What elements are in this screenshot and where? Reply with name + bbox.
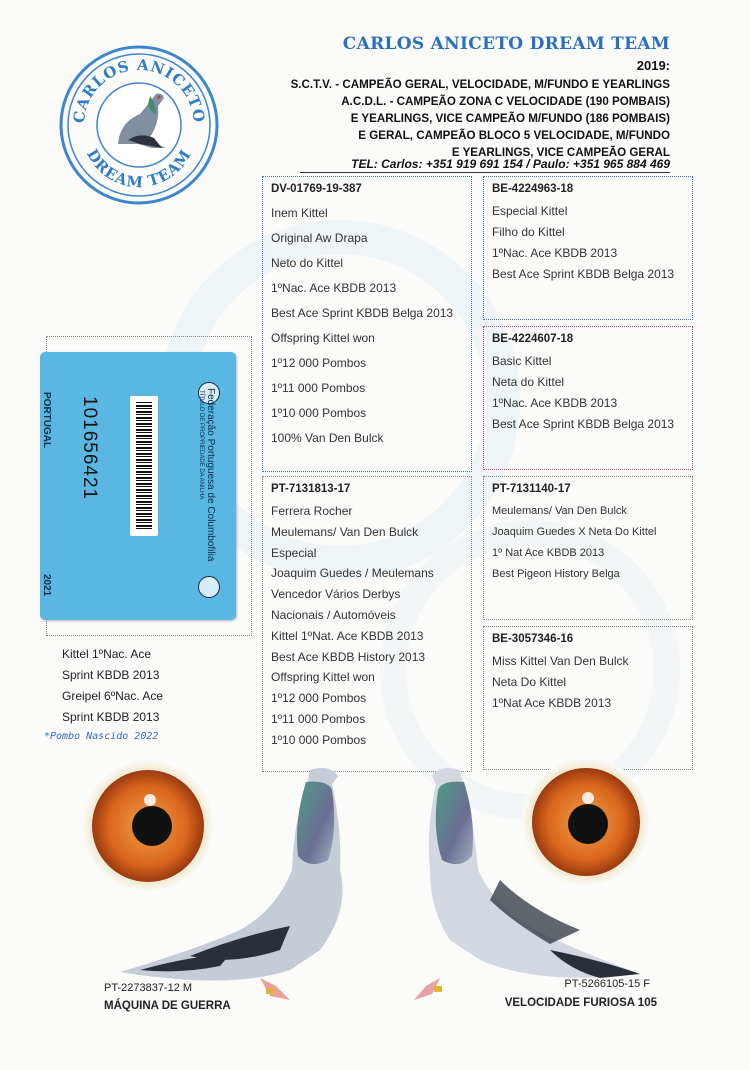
- dam-line: 1º11 000 Pombos: [271, 711, 366, 726]
- dam-line: Especial: [271, 545, 317, 560]
- pedigree-sire-sire-box: [483, 176, 693, 320]
- caption-line: Sprint KBDB 2013: [62, 668, 160, 682]
- ring-card: [40, 352, 236, 620]
- sire-line: 100% Van Den Bulck: [271, 431, 384, 445]
- sire-sire-line: Especial Kittel: [492, 204, 568, 218]
- sire-line: Neto do Kittel: [271, 256, 344, 270]
- dam-line: Meulemans/ Van Den Bulck: [271, 524, 419, 539]
- achievement-line: E YEARLINGS, VICE CAMPEÃO GERAL: [451, 146, 670, 159]
- sire-sire-line: 1ºNac. Ace KBDB 2013: [492, 246, 618, 260]
- achievement-line: A.C.D.L. - CAMPEÃO ZONA C VELOCIDADE (190 POMBAIS): [341, 95, 670, 108]
- sire-dam-line: Neta do Kittel: [492, 375, 565, 389]
- contact-underline: [300, 172, 670, 173]
- pedigree-dam-box: [262, 476, 472, 772]
- achievement-line: E GERAL, CAMPEÃO BLOCO 5 VELOCIDADE, M/FUNDO: [358, 129, 670, 142]
- sire-line: 1º11 000 Pombos: [271, 381, 366, 395]
- achievements-year: 2019:: [636, 58, 670, 73]
- pedigree-dam-dam-box: [483, 626, 693, 770]
- sire-sire-line: Filho do Kittel: [492, 225, 565, 239]
- achievement-line: S.C.T.V. - CAMPEÃO GERAL, VELOCIDADE, M/FUNDO E YEARLINGS: [290, 78, 670, 91]
- sire-line: Offspring Kittel won: [271, 331, 375, 345]
- logo-text-top: CARLOS ANICETO: [69, 55, 209, 125]
- header-title: CARLOS ANICETO DREAM TEAM: [342, 34, 670, 54]
- dam-line: Ferrera Rocher: [271, 504, 353, 518]
- sire-line: 1º12 000 Pombos: [271, 356, 367, 370]
- ring-card-subtitle: TÍTULO DE PROPRIEDADE DA ANILHA: [198, 390, 204, 500]
- sire-dam-line: 1ºNac. Ace KBDB 2013: [492, 396, 618, 410]
- sire-dam-line: Basic Kittel: [492, 354, 552, 368]
- dam-line: Kittel 1ºNat. Ace KBDB 2013: [271, 628, 424, 643]
- dam-photo-name: VELOCIDADE FURIOSA 105: [504, 997, 657, 1009]
- dam-sire-ring-id: PT-7131140-17: [492, 483, 571, 495]
- dam-line: Offspring Kittel won: [271, 670, 375, 685]
- pedigree-dam-sire-box: [483, 476, 693, 620]
- dam-sire-line: Best Pigeon History Belga: [492, 568, 620, 580]
- pedigree-sire-dam-box: [483, 326, 693, 470]
- dam-line: 1º10 000 Pombos: [271, 732, 367, 747]
- pedigree-sire-box: [262, 176, 472, 472]
- logo-text-bottom: DREAM TEAM: [83, 145, 196, 192]
- dam-line: 1º12 000 Pombos: [271, 691, 367, 706]
- dam-ring-id: PT-7131813-17: [271, 483, 351, 495]
- dam-dam-line: Neta Do Kittel: [492, 675, 567, 689]
- ring-card-year: 2021: [41, 574, 52, 597]
- sire-sire-ring-id: BE-4224963-18: [492, 183, 574, 195]
- dam-sire-line: Joaquim Guedes X Neta Do Kittel: [492, 526, 657, 538]
- sire-line: Original Aw Drapa: [271, 231, 368, 245]
- dam-line: Joaquim Guedes / Meulemans: [271, 566, 434, 581]
- sire-eye-icon: [82, 760, 214, 892]
- dam-photo-ring: PT-5266105-15 F: [564, 978, 650, 990]
- caption-line: Greipel 6ºNac. Ace: [62, 689, 164, 703]
- sire-ring-id: DV-01769-19-387: [271, 183, 362, 195]
- sire-photo-name: MÁQUINA DE GUERRA: [104, 1000, 231, 1012]
- achievement-line: E YEARLINGS, VICE CAMPEÃO M/FUNDO (186 POMBAIS): [350, 112, 670, 125]
- caption-line: Kittel 1ºNac. Ace: [62, 647, 152, 661]
- contact-phones: TEL: Carlos: +351 919 691 154 / Paulo: +351 965 884 469: [351, 157, 670, 171]
- dam-sire-line: 1º Nat Ace KBDB 2013: [492, 547, 605, 559]
- sire-line: Best Ace Sprint KBDB Belga 2013: [271, 306, 454, 320]
- sire-photo-ring: PT-2273837-12 M: [104, 982, 193, 994]
- sire-dam-ring-id: BE-4224607-18: [492, 333, 574, 345]
- team-logo: [58, 44, 220, 206]
- ring-card-number: 101656421: [79, 396, 100, 501]
- barcode-bars: [136, 402, 152, 530]
- ring-card-country: PORTUGAL: [41, 392, 52, 449]
- dam-sire-line: Meulemans/ Van Den Bulck: [492, 505, 627, 517]
- dam-line: Vencedor Vários Derbys: [271, 587, 401, 602]
- dam-line: Nacionais / Automóveis: [271, 607, 396, 622]
- bird-caption: [62, 644, 252, 728]
- sire-line: 1º10 000 Pombos: [271, 406, 367, 420]
- dam-dam-line: 1ºNat Ace KBDB 2013: [492, 696, 612, 710]
- federation-seal-icon: [198, 576, 220, 598]
- dam-eye-icon: [522, 760, 650, 886]
- handwritten-note: *Pombo Nascido 2022: [44, 731, 159, 742]
- dam-dam-line: Miss Kittel Van Den Bulck: [492, 654, 629, 668]
- ring-card-federation: Federação Portuguesa de Columbofilia: [205, 388, 216, 562]
- sire-line: 1ºNac. Ace KBDB 2013: [271, 281, 397, 295]
- sire-line: Inem Kittel: [271, 206, 328, 220]
- dam-line: Best Ace KBDB History 2013: [271, 649, 426, 664]
- dam-dam-ring-id: BE-3057346-16: [492, 633, 574, 645]
- achievements-list: [240, 76, 670, 161]
- sire-sire-line: Best Ace Sprint KBDB Belga 2013: [492, 267, 675, 281]
- sire-dam-line: Best Ace Sprint KBDB Belga 2013: [492, 417, 675, 431]
- caption-line: Sprint KBDB 2013: [62, 710, 160, 724]
